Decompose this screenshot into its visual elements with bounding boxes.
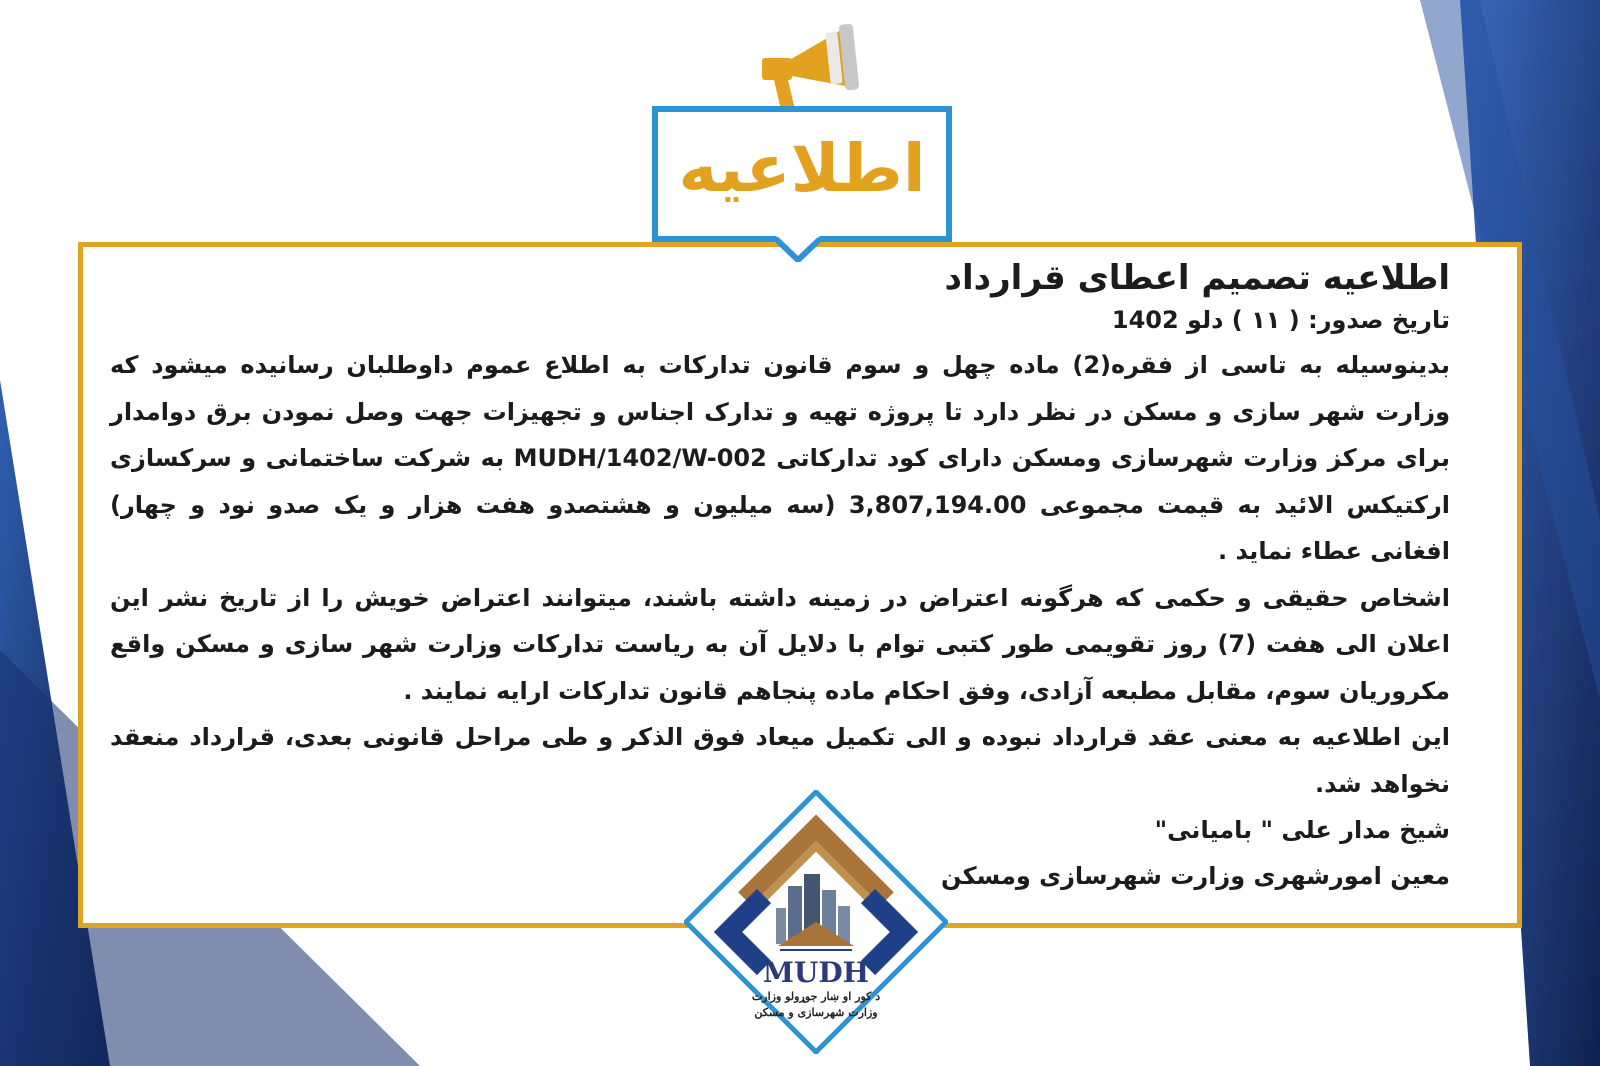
badge-box xyxy=(652,106,952,242)
signatory-title: معین امورشهری وزارت شهرسازی ومسکن xyxy=(941,862,1450,890)
logo-line-dari: وزارت شهرسازی و مسکن xyxy=(754,1006,878,1019)
mudh-logo xyxy=(684,790,948,1054)
notice-title: اطلاعیه تصمیم اعطای قرارداد xyxy=(944,258,1450,298)
megaphone-icon xyxy=(744,18,864,118)
header-badge xyxy=(640,18,970,268)
signatory-name: شیخ مدار علی " بامیانی" xyxy=(1154,816,1450,844)
paragraph-award: بدینوسیله به تاسی از فقره(2) ماده چهل و سوم قانون تدارکات به اطلاع عموم داوطلبان رسانیده میشود که وزارت شهر سازی و مسکن در نظر دارد تا پروژه تهیه و تدارک اجناس و تجهیزات جهت وصل نمودن برق دوامدار برای مرکز وزارت شهرسازی ومسکن دارای کود تدارکاتی MUDH/1402/W-002 به شرکت ساختمانی و سرکسازی ارکتیکس الائید به قیمت مجموعی 3,807,194.00 (سه میلیون و هشتصدو هفت هزار و یک صدو نود و چهار) افغانی عطاء نماید . xyxy=(110,351,1451,565)
logo-acronym: MUDH xyxy=(762,956,870,989)
logo-line-pashto: د کور او ښار جوړولو وزارت xyxy=(751,990,881,1003)
issue-date: تاریخ صدور: ( ۱۱ ) دلو 1402 xyxy=(1111,306,1450,334)
badge-title: اطلاعیه xyxy=(678,130,926,207)
paragraph-disclaimer: این اطلاعیه به معنی عقد قرارداد نبوده و الی تکمیل میعاد فوق الذکر و طی مراحل قانونی بعدی، قرارداد منعقد نخواهد شد. xyxy=(110,723,1450,798)
paragraph-objection: اشخاص حقیقی و حکمی که هرگونه اعتراض در زمینه داشته باشند، میتوانند اعتراض خویش را از تاریخ نشر این اعلان الی هفت (7) روز تقویمی طور کتبی توام با دلایل آن به ریاست تدارکات وزارت شهر سازی و مسکن واقع مکروریان سوم، مقابل مطبعه آزادی، وفق احکام ماده پنجاهم قانون تدارکات ارایه نمایند . xyxy=(110,583,1451,705)
